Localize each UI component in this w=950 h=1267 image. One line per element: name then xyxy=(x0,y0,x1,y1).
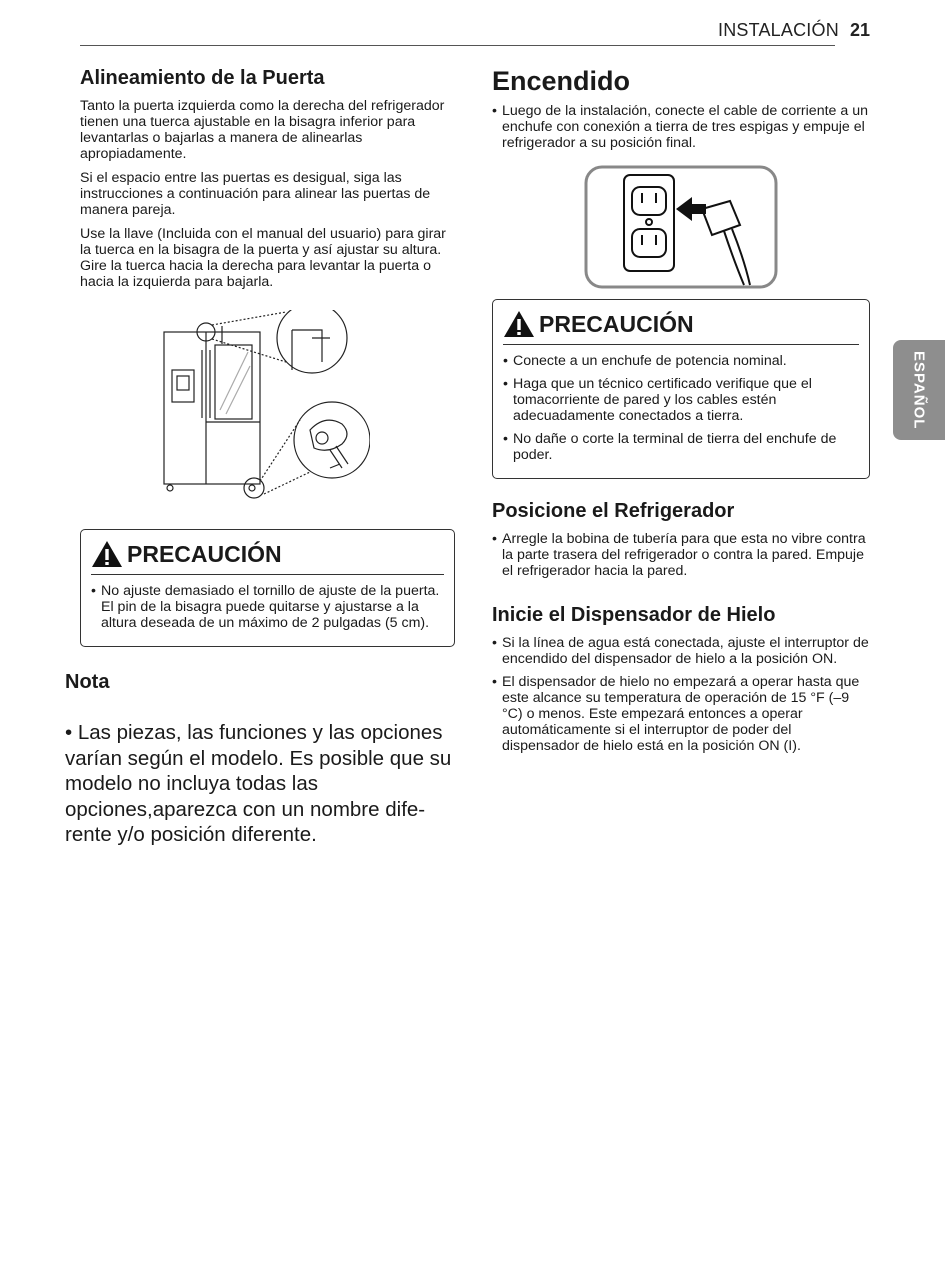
caution-item: • Haga que un técnico certificado verifique que el tomacorriente de pared y los cables estén adecuadamente conectados a tierra. xyxy=(503,376,859,424)
door-alignment-title: Alineamiento de la Puerta xyxy=(80,67,325,89)
door-alignment-paragraph: Si el espacio entre las puertas es desigual, siga las instrucciones a continuación para alinear las puertas de manera pareja. xyxy=(80,170,431,218)
outlet-plug-illustration xyxy=(584,165,778,289)
caution-header xyxy=(503,310,859,345)
ice-dispenser-item: • El dispensador de hielo no empezará a operar hasta que este alcance su temperatura de operación de 15 °F (–9 °C) o menos. Este empezará entonces a operar automáticamente si el interruptor de poder del dispensador de hielo está en la posición ON (I). xyxy=(492,674,870,754)
power-on-title: Encendido xyxy=(492,66,631,96)
header-divider xyxy=(80,45,835,46)
ice-dispenser-item: • Si la línea de agua está conectada, ajuste el interruptor de encendido del dispensador de hielo a la posición ON. xyxy=(492,635,870,667)
door-alignment-paragraph: Tanto la puerta izquierda como la derecha del refrigerador tienen una tuerca ajustable en la bisagra inferior para levantarlas o bajarlas a manera de alinearlas apropiadamente. xyxy=(80,98,445,162)
caution-box-power xyxy=(492,299,870,479)
note-title: Nota xyxy=(65,671,110,693)
caution-item: • No ajuste demasiado el tornillo de ajuste de la puerta. El pin de la bisagra puede quitarse y ajustarse a la altura deseada de un máximo de 2 pulgadas (5 cm). xyxy=(91,583,444,631)
header-section-title: INSTALACIÓN xyxy=(718,20,839,40)
caution-item: • Conecte a un enchufe de potencia nominal. xyxy=(503,353,859,369)
ice-dispenser-title: Inicie el Dispensador de Hielo xyxy=(492,604,776,627)
position-fridge-item: • Arregle la bobina de tubería para que esta no vibre contra la parte trasera del refrigerador o contra la pared. Empuje el refrigerador hacia la pared. xyxy=(492,531,870,579)
warning-icon xyxy=(503,310,535,338)
door-alignment-paragraph: Use la llave (Incluida con el manual del usuario) para girar la tuerca en la bisagra de la puerta y así ajustar su altura. Gire la tuerca hacia la derecha para levantar la puerta o hacia la izquierda para bajarla. xyxy=(80,226,446,290)
power-on-item: • Luego de la instalación, conecte el cable de corriente a un enchufe con conexión a tierra de tres espigas y empuje el refrigerador a su posición final. xyxy=(492,103,870,151)
right-column xyxy=(492,66,870,761)
language-tab xyxy=(893,340,945,440)
caution-title: PRECAUCIÓN xyxy=(127,540,282,567)
note-text: • Las piezas, las funciones y las opciones varían según el modelo. Es posible que su modelo no incluya todas las opciones,aparezca con un nombre dife-rente y/o posición diferente. xyxy=(65,721,452,846)
language-tab-label: ESPAÑOL xyxy=(910,350,928,430)
page-number: 21 xyxy=(850,20,871,40)
position-fridge-title: Posicione el Refrigerador xyxy=(492,500,735,523)
caution-box-door xyxy=(80,529,455,647)
left-column xyxy=(80,66,455,647)
refrigerator-hinge-illustration xyxy=(160,310,370,506)
caution-title: PRECAUCIÓN xyxy=(539,310,694,337)
warning-icon xyxy=(91,540,123,568)
caution-item: • No dañe o corte la terminal de tierra del enchufe de poder. xyxy=(503,431,859,463)
caution-header xyxy=(91,540,444,575)
